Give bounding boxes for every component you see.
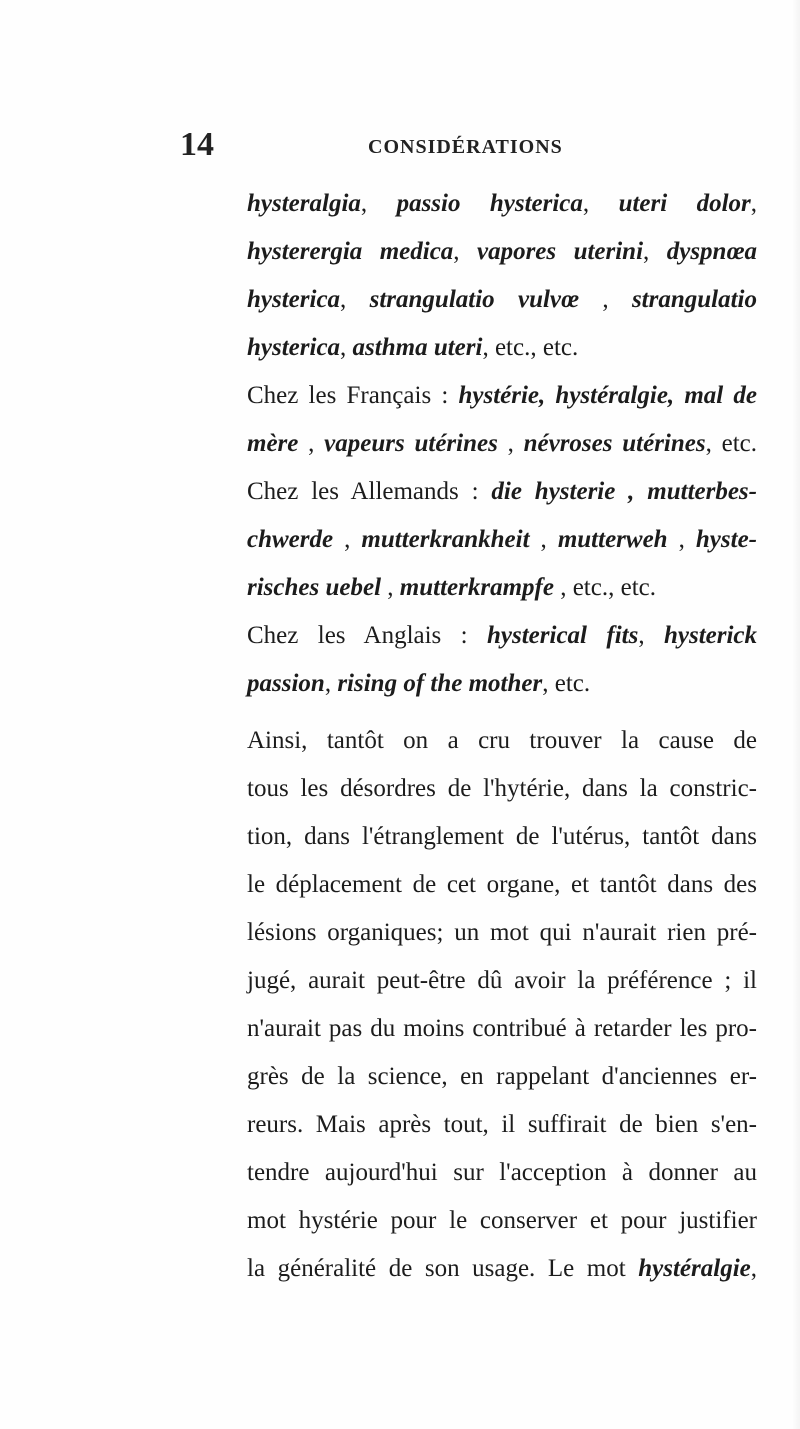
text-line: hysterica, strangulatio vulvœ , strangulatio xyxy=(247,286,758,313)
page-header xyxy=(180,128,680,162)
text-line: hysteralgia, passio hysterica, uteri dolor, xyxy=(247,190,758,217)
text-line: grès de la science, en rappelant d'anciennes er- xyxy=(247,1063,757,1090)
body-text xyxy=(247,180,757,1293)
text-line: risches uebel , mutterkrampfe , etc., etc. xyxy=(247,574,656,601)
text-line: Chez les Anglais : hysterical fits, hysterick xyxy=(247,622,758,649)
page-number: 14 xyxy=(180,126,214,163)
text-line: tion, dans l'étranglement de l'utérus, tantôt dans xyxy=(247,823,757,850)
text-line: Ainsi, tantôt on a cru trouver la cause de xyxy=(247,727,757,754)
text-line: lésions organiques; un mot qui n'aurait rien pré- xyxy=(247,919,757,946)
text-line: reurs. Mais après tout, il suffirait de bien s'en- xyxy=(247,1111,757,1138)
page-edge-shadow xyxy=(792,0,800,1429)
text-line: mot hystérie pour le conserver et pour justifier xyxy=(247,1207,757,1234)
text-line: tous les désordres de l'hytérie, dans la constric- xyxy=(247,775,757,802)
text-line: n'aurait pas du moins contribué à retarder les pro- xyxy=(247,1015,757,1042)
text-line: la généralité de son usage. Le mot hystéralgie, xyxy=(247,1255,757,1282)
text-line: tendre aujourd'hui sur l'acception à donner au xyxy=(247,1159,757,1186)
text-line: chwerde , mutterkrankheit , mutterweh , hyste- xyxy=(247,526,757,553)
text-line: jugé, aurait peut-être dû avoir la préférence ; il xyxy=(247,967,757,994)
text-line: Chez les Français : hystérie, hystéralgie, mal de xyxy=(247,382,757,409)
text-line: le déplacement de cet organe, et tantôt dans des xyxy=(247,871,757,898)
text-line: hysterergia medica, vapores uterini, dyspnœa xyxy=(247,238,758,265)
text-line: mère , vapeurs utérines , névroses utérines, etc. xyxy=(247,430,758,457)
text-line: hysterica, asthma uteri, etc., etc. xyxy=(247,334,579,361)
running-head: CONSIDÉRATIONS xyxy=(368,136,563,158)
text-line: passion, rising of the mother, etc. xyxy=(247,670,591,697)
text-line: Chez les Allemands : die hysterie , mutterbes- xyxy=(247,478,757,505)
